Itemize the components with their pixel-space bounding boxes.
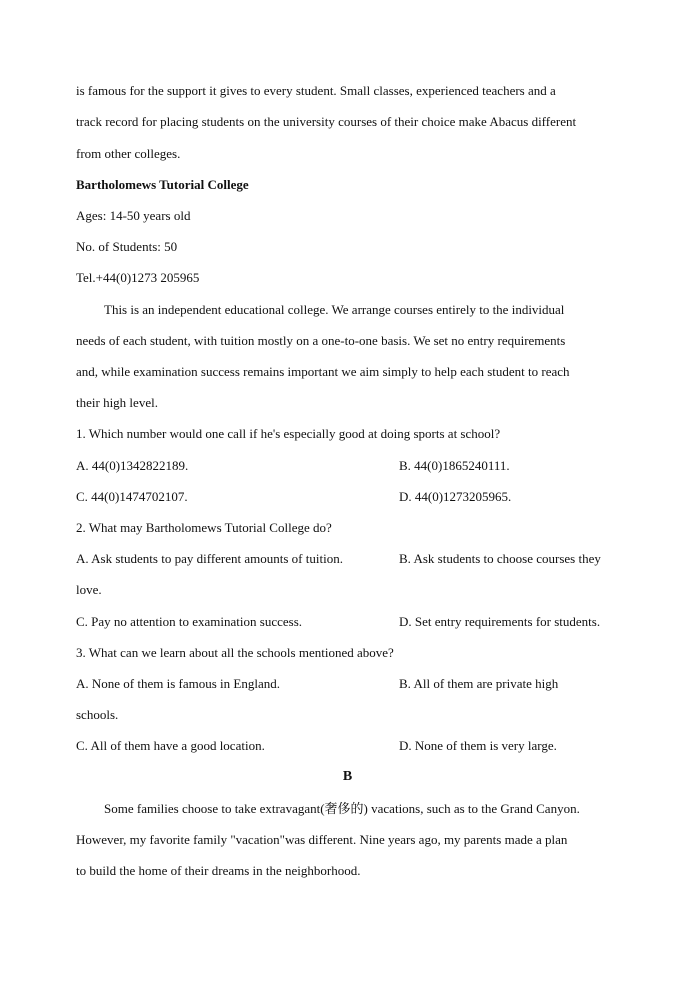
- college-heading: Bartholomews Tutorial College: [76, 177, 249, 192]
- intro-line: track record for placing students on the university courses of their choice make Abacus different: [76, 114, 577, 129]
- question-2-stem: 2. What may Bartholomews Tutorial College do?: [76, 520, 332, 535]
- q1-option-b: B. 44(0)1865240111.: [399, 458, 510, 473]
- college-desc-line: their high level.: [76, 395, 158, 410]
- intro-line: is famous for the support it gives to every student. Small classes, experienced teachers and a: [76, 83, 556, 98]
- q2-option-b: B. Ask students to choose courses they: [399, 551, 601, 566]
- q3-option-d: D. None of them is very large.: [399, 738, 557, 753]
- q2-option-d: D. Set entry requirements for students.: [399, 614, 601, 629]
- q3-option-a: A. None of them is famous in England.: [76, 676, 280, 691]
- section-b-line: Some families choose to take extravagant(奢侈的) vacations, such as to the Grand Canyon.: [104, 801, 580, 816]
- section-b-heading: B: [342, 769, 353, 784]
- college-tel: Tel.+44(0)1273 205965: [76, 270, 200, 285]
- q3-option-b: B. All of them are private high: [399, 676, 559, 691]
- college-desc-line: needs of each student, with tuition mostly on a one-to-one basis. We set no entry requirements: [76, 333, 566, 348]
- intro-line: from other colleges.: [76, 146, 181, 161]
- college-students: No. of Students: 50: [76, 239, 178, 254]
- q1-option-d: D. 44(0)1273205965.: [399, 489, 512, 504]
- college-desc-line: This is an independent educational college. We arrange courses entirely to the individual: [104, 302, 565, 317]
- q2-option-c: C. Pay no attention to examination success.: [76, 614, 303, 629]
- q2-option-a: A. Ask students to pay different amounts of tuition.: [76, 551, 343, 566]
- college-desc-line: and, while examination success remains important we aim simply to help each student to reach: [76, 364, 570, 379]
- q3-option-c: C. All of them have a good location.: [76, 738, 265, 753]
- q1-option-a: A. 44(0)1342822189.: [76, 458, 189, 473]
- question-1-stem: 1. Which number would one call if he's especially good at doing sports at school?: [76, 426, 501, 441]
- question-3-stem: 3. What can we learn about all the schools mentioned above?: [76, 645, 394, 660]
- section-b-line: However, my favorite family "vacation"was different. Nine years ago, my parents made a plan: [76, 832, 568, 847]
- q1-option-c: C. 44(0)1474702107.: [76, 489, 188, 504]
- section-b-line: to build the home of their dreams in the neighborhood.: [76, 863, 361, 878]
- q2-option-b-cont: love.: [76, 582, 102, 597]
- college-ages: Ages: 14-50 years old: [76, 208, 191, 223]
- q3-option-b-cont: schools.: [76, 707, 119, 722]
